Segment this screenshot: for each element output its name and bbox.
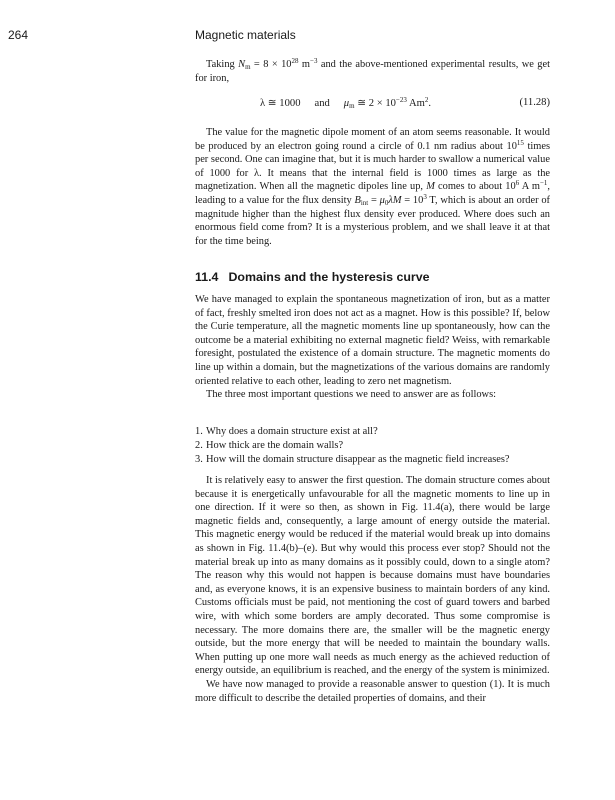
equation-number: (11.28): [519, 97, 550, 108]
final-paragraph: We have now managed to provide a reasonable answer to question (1). It is much more difficult to describe the detailed properties of domains, and their: [195, 678, 550, 704]
list-item: 3. How will the domain structure disappear as the magnetic field increases?: [195, 453, 510, 465]
list-item: 1. Why does a domain structure exist at all?: [195, 426, 378, 437]
running-head: [0, 28, 615, 44]
equation-body: λ ≅ 1000 and $\mu_m$ ≅ $2 \times 10^{-23}$ Am$^2$.: [260, 96, 431, 110]
running-title: Magnetic materials: [195, 28, 296, 42]
section-number: 11.4: [195, 270, 219, 284]
list-item: 2. How thick are the domain walls?: [195, 439, 344, 451]
section-heading: [195, 270, 430, 284]
energy-paragraph: It is relatively easy to answer the first question. The domain structure comes about because it is energetically unfavourable for all the magnetic moments to line up in one direction. If it were so then, as shown in Fig. 11.4(a), there would be large magnetic fields and, consequently, a large amount of energy outside the material. This magnetic energy would be reduced if the material would break up into domains as shown in Fig. 11.4(b)–(e). But why would this process ever stop? Should not the material break up into as many domains as it possibly could, down to a single atom? The reason why this would not happen is because domains must have boundaries and, as everyone knows, it is an expensive business to maintain borders of any kind. Customs officials must be paid, not mentioning the cost of guard towers and barbed wire, with which some borders are amply decorated. Thus some compromise is necessary. The more domains there are, the smaller will be the magnetic energy outside, but the more energy that will be needed to maintain the boundary walls. When putting up one more wall needs as much energy as the achieved reduction of energy outside, an equilibrium is reached, and the energy of the system is minimized. We have now managed to provide a reasonable answer to question (1). It is much more difficult to describe the detailed properties of domains, and their: [195, 475, 550, 704]
domain-structure-paragraph: We have managed to explain the spontaneous magnetization of iron, but as a matter of fact, freshly smelted iron does not act as a magnet. How is this possible? If, below the Curie temperature, all the magnetic moments line up spontaneously, how can the outcome be a material exhibiting no external magnetic field? Weiss, with remarkable foresight, postulated the existence of a domain structure. The magnetic moments do line up within a domain, but the magnetizations of the various domains are randomly oriented relative to each other, leading to zero net magnetism. The three most important questions we need to answer are as follows:: [195, 294, 550, 401]
intro-paragraph: Taking $N_m = 8 \times 10^{28}$ $m^{-3}$ and the above-mentioned experimental results, we get for iron,: [195, 57, 550, 84]
page-number: 264: [8, 28, 29, 42]
section-title: Domains and the hysteresis curve: [228, 270, 430, 284]
questions-list: [195, 425, 555, 466]
questions-intro: The three most important questions we need to answer are as follows:: [206, 389, 496, 401]
dipole-moment-paragraph: The value for the magnetic dipole moment of an atom seems reasonable. It would be produced by an electron going round a circle of 0.1 nm radius about $10^{15}$ times per second. One can imagine that, but it is much harder to swallow a numerical value of 1000 for λ. It means that the internal field is 1000 times as large as the magnetization. When all the magnetic dipoles line up, M comes to about $10^6$ A $m^{-1}$, leading to a value for the flux density $B_{int} = \mu_0\lambda M = 10^3$ T, which is about an order of magnitude higher than the highest flux density ever produced. Where does such an enormous field come from? It is a mysterious problem, and we shall leave it at that for the time being.: [195, 127, 551, 247]
equation-11-28: [195, 97, 550, 111]
